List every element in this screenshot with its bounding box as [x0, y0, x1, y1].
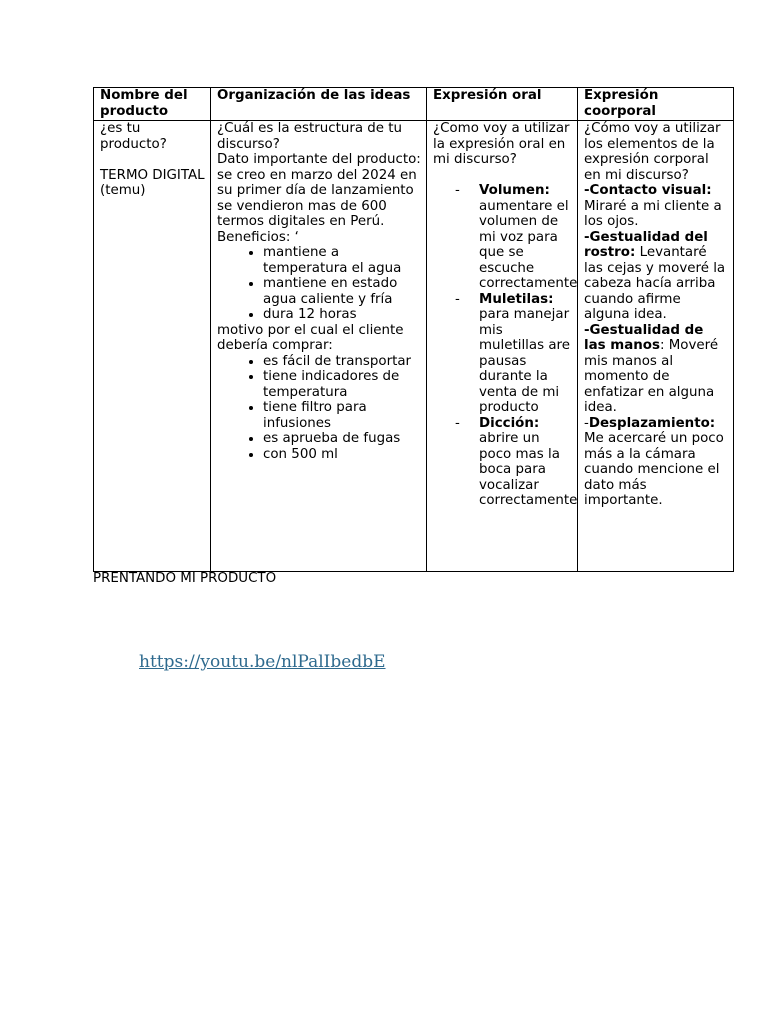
header-nombre: Nombre del producto	[94, 88, 211, 121]
desplazamiento-prefix: -	[584, 415, 589, 431]
beneficios-list	[217, 245, 421, 323]
list-item	[479, 415, 578, 509]
list-item	[479, 292, 572, 416]
list-item: • con 500 ml	[263, 447, 421, 463]
list-item: • tiene indicadores de temperatura	[263, 369, 421, 400]
header-expresion-oral: Expresión oral	[427, 88, 578, 121]
header-organizacion: Organización de las ideas	[211, 88, 427, 121]
contacto-term: -Contacto visual:	[584, 183, 712, 198]
cell-organizacion	[211, 121, 427, 572]
desplazamiento-text: Me acercaré un poco más a la cámara cuando mencione el dato más importante.	[584, 431, 724, 508]
motivo-label: motivo por el cual el cliente debería comprar:	[217, 322, 404, 353]
list-item	[584, 183, 728, 230]
organizacion-question: ¿Cuál es la estructura de tu discurso?	[217, 121, 403, 152]
contacto-text: Miraré a mi cliente a los ojos.	[584, 198, 722, 229]
diccion-text: abrire un poco mas la boca para vocalizar correctamente	[479, 431, 578, 508]
oral-list	[433, 183, 578, 509]
oral-question: ¿Como voy a utilizar la expresión oral en mi discurso?	[433, 121, 570, 167]
list-item	[584, 230, 728, 323]
motivos-list	[217, 354, 421, 463]
list-item	[584, 416, 728, 509]
cell-expresion-corporal	[578, 121, 734, 572]
list-item	[479, 183, 578, 292]
list-item: • mantiene a temperatura el agua	[263, 245, 421, 276]
muletillas-text: para manejar mis muletillas are pausas durante la venta de mi producto	[479, 307, 570, 415]
caption-text: PRENTANDO MI PRODUCTO	[93, 571, 277, 586]
product-name: TERMO DIGITAL (temu)	[100, 167, 205, 198]
list-item	[584, 323, 728, 416]
list-item: • es fácil de transportar	[263, 354, 421, 370]
table-header-row	[94, 88, 734, 121]
header-expresion-corporal: Expresión coorporal	[578, 88, 734, 121]
volumen-term: Volumen:	[479, 183, 550, 198]
list-item: • tiene filtro para infusiones	[263, 400, 421, 431]
manos-text: : Moveré mis manos al momento de enfatizar en alguna idea.	[584, 338, 719, 415]
youtube-link[interactable]: https://youtu.be/nlPalIbedbE	[139, 652, 386, 672]
product-table	[93, 87, 734, 572]
list-item: • dura 12 horas	[263, 307, 421, 323]
dato-importante: Dato importante del producto: se creo en marzo del 2024 en su primer día de lanzamiento se vendieron mas de 600 termos digitales en Perú.	[217, 152, 421, 229]
corporal-question: ¿Cómo voy a utilizar los elementos de la expresión corporal en mi discurso?	[584, 121, 721, 183]
cell-nombre	[94, 121, 211, 572]
diccion-term: Dicción:	[479, 415, 540, 431]
beneficios-label: Beneficios: ‘	[217, 229, 299, 245]
rostro-term: -Gestualidad del rostro:	[584, 229, 708, 260]
list-item: • es aprueba de fugas	[263, 431, 421, 447]
cell-expresion-oral	[427, 121, 578, 572]
manos-term: -Gestualidad de las manos	[584, 322, 704, 353]
list-item: • mantiene en estado agua caliente y fría	[263, 276, 421, 307]
rostro-text: Levantaré las cejas y moveré la cabeza hacía arriba cuando afirme alguna idea.	[584, 245, 726, 322]
table-row	[94, 121, 734, 572]
muletillas-term: Muletilas:	[479, 291, 554, 307]
nombre-question: ¿es tu producto?	[100, 121, 167, 152]
desplazamiento-term: Desplazamiento:	[588, 415, 716, 431]
volumen-text: aumentare el volumen de mi voz para que se escuche correctamente	[479, 198, 578, 291]
